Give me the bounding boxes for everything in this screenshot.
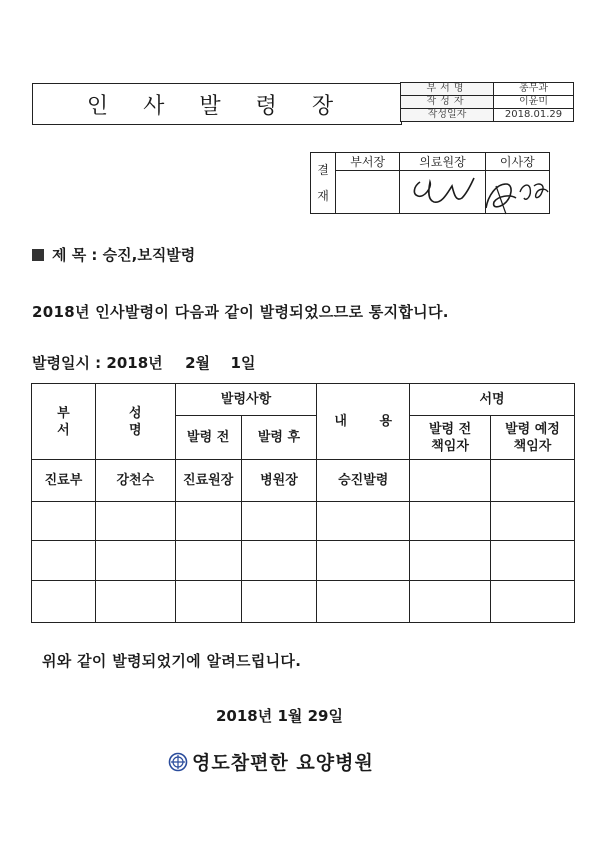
document-title: 인 사 발 령 장	[32, 83, 402, 125]
cell-name	[95, 502, 175, 541]
header-sign-before: 발령 전 책임자	[410, 416, 491, 460]
table-row	[32, 502, 575, 541]
cell-after	[241, 502, 317, 541]
approval-side-bottom: 재	[317, 189, 329, 203]
subject-text: 제 목 : 승진,보직발령	[52, 246, 196, 264]
subject-line	[32, 244, 195, 265]
cell-sign-after	[491, 460, 575, 502]
cell-dept: 진료부	[32, 460, 96, 502]
table-row	[32, 541, 575, 581]
header-sign: 서명	[410, 384, 575, 416]
issue-date: 2018년 1월 29일	[216, 707, 343, 725]
approval-side-top: 결	[317, 163, 329, 177]
cell-content: 승진발령	[317, 460, 410, 502]
appointment-table	[31, 383, 575, 623]
cell-before	[175, 581, 241, 623]
effective-date-line	[32, 352, 255, 373]
cell-content	[317, 502, 410, 541]
header-after: 발령 후	[241, 416, 317, 460]
hospital-logo-icon	[168, 752, 188, 772]
meta-row	[401, 83, 574, 96]
cell-dept	[32, 581, 96, 623]
document-meta-table	[400, 82, 574, 122]
table-row	[32, 581, 575, 623]
handwritten-signature	[402, 168, 552, 218]
approval-header-chairman: 이사장	[485, 153, 549, 171]
cell-sign-before	[410, 502, 491, 541]
notice-text: 2018년 인사발령이 다음과 같이 발령되었으므로 통지합니다.	[32, 303, 449, 321]
cell-after	[241, 581, 317, 623]
cell-sign-before	[410, 541, 491, 581]
organization-signature	[168, 748, 374, 775]
meta-value-author: 이윤미	[494, 96, 574, 109]
meta-value-date: 2018.01.29	[494, 109, 574, 122]
cell-dept	[32, 502, 96, 541]
cell-sign-after	[491, 541, 575, 581]
cell-dept	[32, 541, 96, 581]
effective-date-day: 1일	[230, 354, 256, 372]
header-matter: 발령사항	[175, 384, 317, 416]
cell-name: 강천수	[95, 460, 175, 502]
header-name: 성 명	[95, 384, 175, 460]
meta-label-author: 작성자	[401, 96, 494, 109]
header-sign-after: 발령 예정 책임자	[491, 416, 575, 460]
approval-header-dept-head: 부서장	[336, 153, 400, 171]
cell-before: 진료원장	[175, 460, 241, 502]
cell-before	[175, 502, 241, 541]
meta-row	[401, 96, 574, 109]
cell-content	[317, 541, 410, 581]
cell-name	[95, 581, 175, 623]
header-before: 발령 전	[175, 416, 241, 460]
meta-label-dept: 부서명	[401, 83, 494, 96]
meta-value-dept: 총무과	[494, 83, 574, 96]
cell-name	[95, 541, 175, 581]
approval-side-label	[311, 153, 336, 214]
cell-content	[317, 581, 410, 623]
square-bullet-icon	[32, 249, 44, 261]
meta-row	[401, 109, 574, 122]
cell-sign-after	[491, 502, 575, 541]
cell-before	[175, 541, 241, 581]
cell-after	[241, 541, 317, 581]
approval-sign-dept-head	[336, 171, 400, 214]
cell-sign-before	[410, 460, 491, 502]
cell-after: 병원장	[241, 460, 317, 502]
closing-text: 위와 같이 발령되었기에 알려드립니다.	[42, 652, 302, 670]
header-dept: 부 서	[32, 384, 96, 460]
approval-header-medical-director: 의료원장	[400, 153, 485, 171]
meta-label-date: 작성일자	[401, 109, 494, 122]
cell-sign-before	[410, 581, 491, 623]
effective-date-month: 2월	[185, 354, 211, 372]
table-row	[32, 460, 575, 502]
organization-name: 영도참편한 요양병원	[192, 752, 374, 774]
effective-date-label: 발령일시 : 2018년	[32, 354, 163, 372]
header-content: 내 용	[317, 384, 410, 460]
cell-sign-after	[491, 581, 575, 623]
